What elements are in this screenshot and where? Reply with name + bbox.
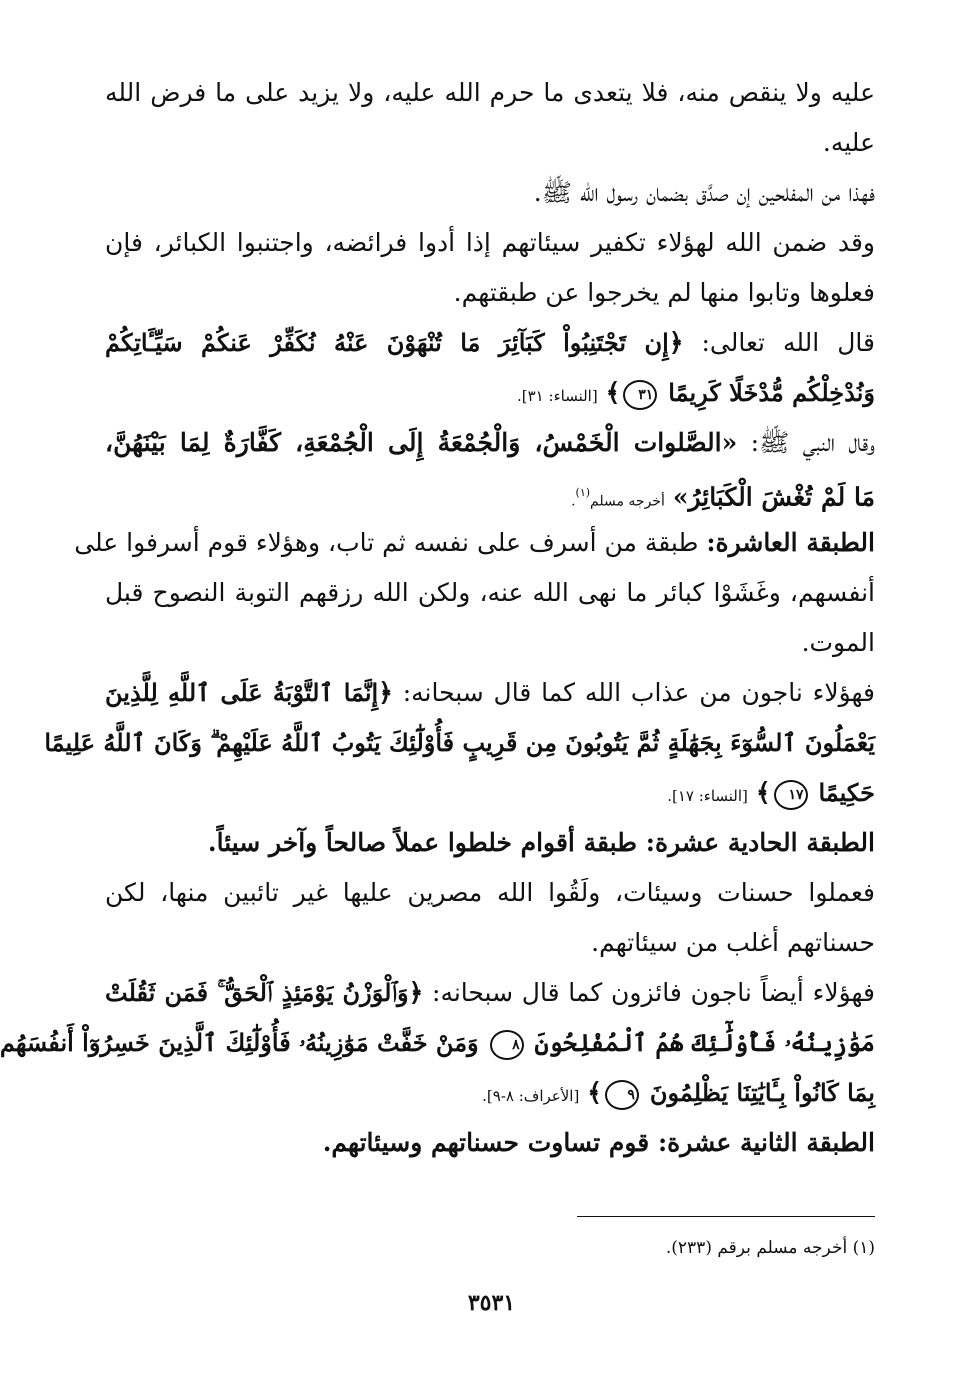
body-line-5: فعلوها وتابوا منها لم يخرجوا عن طبقتهم. [453,278,875,307]
tier-11-line-1: فعملوا حسنات وسيئات، ولَقُوا الله مصرين عليها غير تائبين منها، لكن [105,878,875,907]
quran-quote-2-line-2 [44,718,875,768]
quran-ayah-text: بِمَا كَانُواْ بِـَٔايَٰتِنَا يَظْلِمُونَ [649,1078,875,1107]
quran-quote-2-line-1 [105,668,875,718]
quran-ayah-text: وَٱلْوَزْنُ يَوْمَئِذٍ ٱلْحَقُّ ۚ فَمَن ثَقُلَتْ [105,978,409,1007]
tier-10-line-2: أنفسهم، وغَشَوْا كبائر ما نهى الله عنه، ولكن الله رزقهم التوبة النصوح قبل [105,578,875,607]
quran-ayah-text: إِن تَجْتَنِبُواْ كَبَآئِرَ مَا تُنْهَوْنَ عَنْهُ نُكَفِّرْ عَنكُمْ سَيِّـَٔاتِكُمْ [105,328,669,357]
page-number: ٣٥٣١ [467,1290,516,1316]
quran-close-bracket: ﴾ [605,378,621,407]
quran-ayah-text: مَوَٰزِينُهُۥ فَأُوْلَٰٓئِكَ هُمُ ٱلْمُفْلِحُونَ [534,1028,875,1057]
tier-10-heading: الطبقة العاشرة: [706,528,875,557]
quran-ayah-text: يَعْمَلُونَ ٱلسُّوٓءَ بِجَهَٰلَةٍ ثُمَّ يَتُوبُونَ مِن قَرِيبٍ فَأُوْلَٰٓئِكَ يَتُوبُ ٱللَّهُ عَلَيْهِمْ ۗ وَكَانَ ٱللَّهُ عَلِيمًا [44,728,875,757]
tier-11-heading: الطبقة الحادية عشرة: طبقة أقوام خلطوا عملاً صالحاً وآخر سيئاً. [207,828,875,857]
footnote-reference: (١) [575,486,591,499]
quran-open-bracket: ﴿ [668,328,684,357]
quran-ayah-text: إِنَّمَا ٱلتَّوْبَةُ عَلَى ٱللَّهِ لِلَّذِينَ [105,678,379,707]
quote-intro: قال الله تعالى: [701,328,875,357]
ayah-number-marker: ١٧ [774,780,808,810]
quran-ayah-text: وَمَنْ خَفَّتْ مَوَٰزِينُهُۥ فَأُوْلَٰٓئِكَ ٱلَّذِينَ خَسِرُوٓاْ أَنفُسَهُم [0,1028,479,1057]
hadith-text: «الصَّلوات الْخَمْسُ، وَالْجُمْعَةُ إِلَى الْجُمْعَةِ، كَفَّارَةٌ لِمَا بَيْنَهُنَّ، [105,428,738,457]
body-line-3: فهذا من المفلحين إن صدَّق بضمان رسول الله ﷺ. [533,178,875,207]
ayah-number-marker: ٩ [605,1080,639,1110]
ayah-number-marker: ٨ [490,1030,524,1060]
quran-ayah-text: وَنُدْخِلْكُم مُّدْخَلًا كَرِيمًا [668,378,875,407]
surah-citation: [الأعراف: ٨-٩]. [482,1087,580,1105]
footnote-text: أخرجه مسلم برقم (٢٣٣). [665,1238,848,1258]
hadith-line-1 [105,418,875,468]
ayah-number-marker: ٣١ [623,380,657,410]
surah-citation: [النساء: ٣١]. [517,387,598,405]
footnote [666,1238,875,1258]
quran-quote-3-line-1 [105,968,875,1018]
quran-quote-1-line-1 [105,318,875,368]
quran-close-bracket: ﴾ [755,778,771,807]
page-body [0,68,876,1168]
quran-quote-1-line-2 [105,368,875,418]
tier-10-line-3: الموت. [801,628,875,657]
quran-quote-3-line-2 [0,1018,875,1068]
tier-10-text: طبقة من أسرف على نفسه ثم تاب، وهؤلاء قوم أسرفوا على [74,528,699,557]
quran-quote-3-line-3 [105,1068,875,1118]
quran-quote-2-line-3 [105,768,875,818]
body-line-4: وقد ضمن الله لهؤلاء تكفير سيئاتهم إذا أدوا فرائضه، واجتنبوا الكبائر، فإن [105,228,875,257]
tier-12-heading: الطبقة الثانية عشرة: قوم تساوت حسناتهم وسيئاتهم. [322,1128,875,1157]
quran-close-bracket: ﴾ [587,1078,602,1107]
hadith-source: أخرجه مسلم [590,493,665,510]
quran-open-bracket: ﴿ [378,678,393,707]
tier-11-line-2: حسناتهم أغلب من سيئاتهم. [591,928,875,957]
quote-intro: فهؤلاء أيضاً ناجون فائزون كما قال سبحانه: [432,978,876,1007]
hadith-text: مَا لَمْ تُغْشَ الْكَبَائِرُ» [672,482,875,512]
hadith-intro: وقال النبي ﷺ: [750,428,875,457]
body-line-2: عليه. [822,128,875,157]
body-line-1: عليه ولا ينقص منه، فلا يتعدى ما حرم الله عليه، ولا يزيد على ما فرض الله [105,78,875,107]
quran-ayah-text: حَكِيمًا [818,778,875,807]
surah-citation: [النساء: ١٧]. [667,787,748,805]
quote-intro: فهؤلاء ناجون من عذاب الله كما قال سبحانه: [402,678,875,707]
footnote-divider [577,1216,875,1217]
tier-10-line-1 [74,518,875,568]
footnote-marker: (١) [852,1238,875,1258]
hadith-line-2: مَا لَمْ تُغْشَ الْكَبَائِرُ» أخرجه مسلم$^{(١)}$. [571,482,875,512]
quran-open-bracket: ﴿ [408,978,424,1007]
